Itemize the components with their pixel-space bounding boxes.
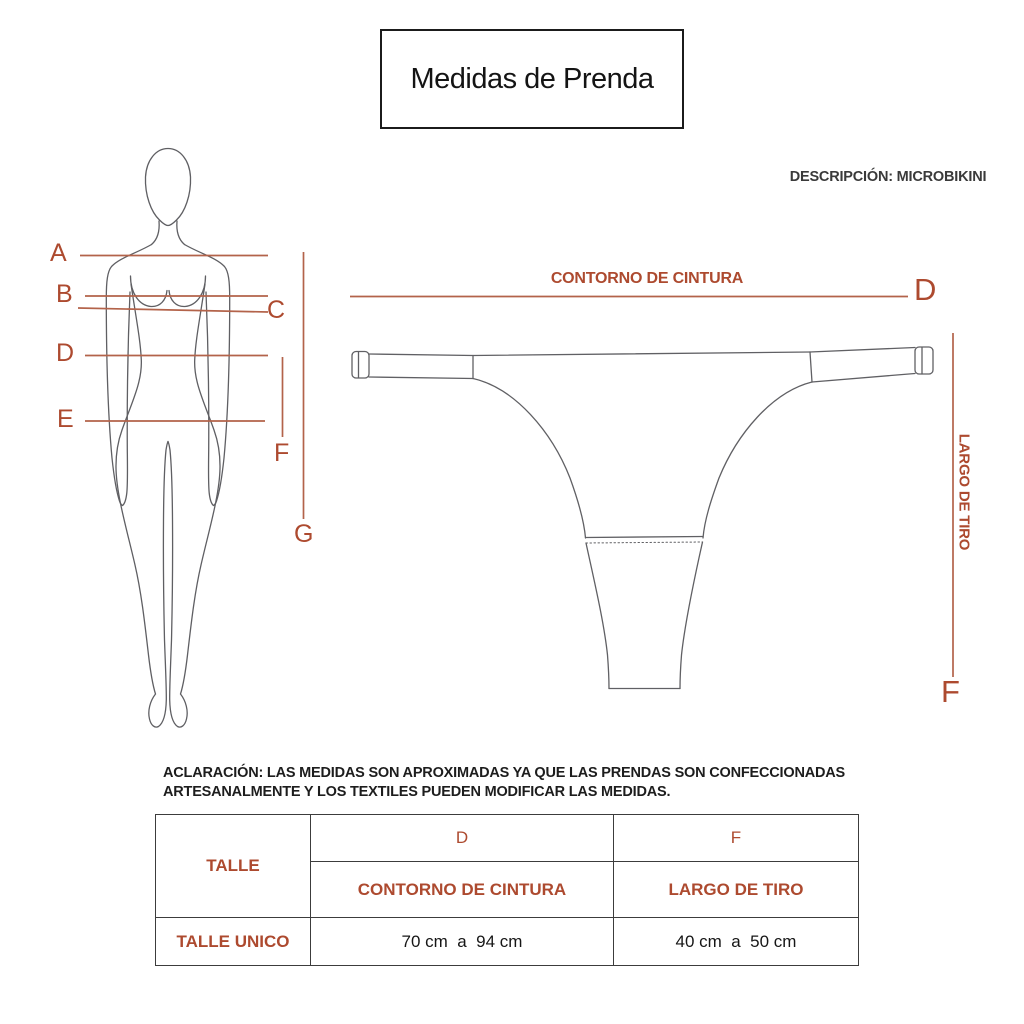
marker-g: G bbox=[294, 520, 314, 548]
table-row-values bbox=[156, 918, 859, 966]
page-title: Medidas de Prenda bbox=[410, 62, 654, 95]
title-box bbox=[380, 29, 684, 129]
marker-b: B bbox=[56, 280, 73, 308]
size-table bbox=[155, 814, 859, 966]
size-value-cell: TALLE UNICO bbox=[156, 918, 311, 966]
rise-range-cell: 40 cm a 50 cm bbox=[614, 918, 859, 966]
marker-c: C bbox=[267, 296, 286, 324]
clarification-line-1: ACLARACIÓN: LAS MEDIDAS SON APROXIMADAS YA QUE LAS PRENDAS SON CONFECCIONADAS bbox=[163, 765, 845, 781]
rise-measure-label: LARGO DE TIRO bbox=[955, 433, 973, 551]
description-text: DESCRIPCIÓN: MICROBIKINI bbox=[789, 169, 987, 185]
marker-a: A bbox=[50, 239, 67, 267]
garment-drawing bbox=[352, 347, 933, 689]
waist-measure-letter: D bbox=[914, 272, 937, 307]
table-row-letters bbox=[156, 815, 859, 862]
measurement-lines bbox=[78, 252, 953, 677]
waist-measure-label: CONTORNO DE CINTURA bbox=[550, 270, 744, 287]
marker-f: F bbox=[274, 439, 290, 467]
col-f-letter-cell: F bbox=[614, 815, 859, 862]
size-header-cell: TALLE bbox=[156, 815, 311, 918]
clarification-note bbox=[163, 764, 893, 802]
col-d-label-cell: CONTORNO DE CINTURA bbox=[311, 862, 614, 918]
rise-measure-letter: F bbox=[941, 674, 960, 709]
col-f-label-cell: LARGO DE TIRO bbox=[614, 862, 859, 918]
waist-range-cell: 70 cm a 94 cm bbox=[311, 918, 614, 966]
marker-e: E bbox=[57, 405, 74, 433]
clarification-line-2: ARTESANALMENTE Y LOS TEXTILES PUEDEN MODIFICAR LAS MEDIDAS. bbox=[163, 784, 671, 800]
col-d-letter-cell: D bbox=[311, 815, 614, 862]
marker-d: D bbox=[56, 339, 75, 367]
body-figure-outline bbox=[106, 149, 229, 728]
